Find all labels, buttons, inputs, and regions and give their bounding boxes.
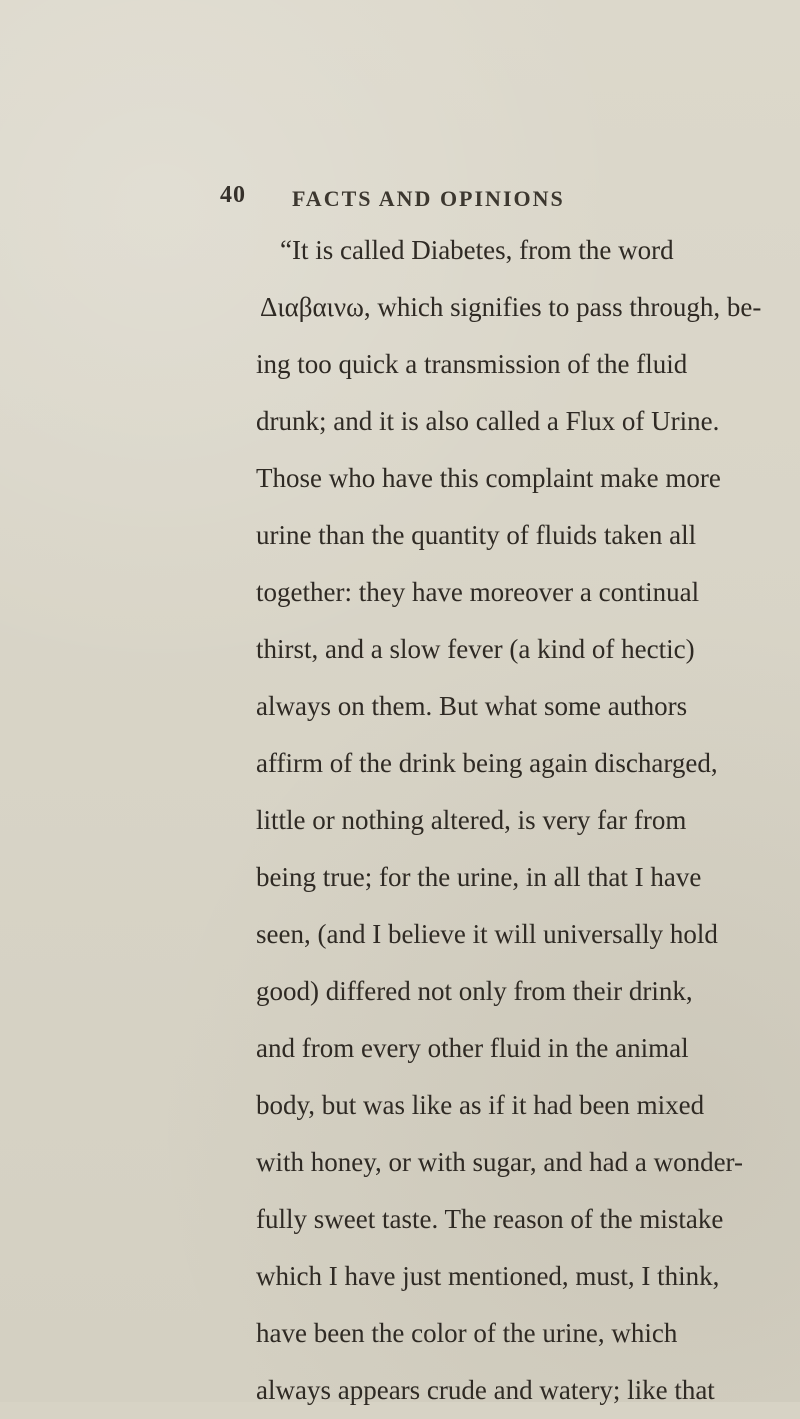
text-line: drunk; and it is also called a Flux of Urine. <box>256 406 720 436</box>
text-line: urine than the quantity of fluids taken all <box>256 520 697 550</box>
text-line: seen, (and I believe it will universally hold <box>256 919 718 949</box>
text-line: being true; for the urine, in all that I have <box>256 862 702 892</box>
text-line: affirm of the drink being again discharged, <box>256 748 718 778</box>
text-line: Διαβαινω, which signifies to pass through, be- <box>260 292 762 322</box>
page-number: 40 <box>220 182 246 208</box>
running-head: FACTS AND OPINIONS <box>292 186 565 211</box>
text-line: fully sweet taste. The reason of the mistake <box>256 1204 724 1234</box>
text-line: have been the color of the urine, which <box>256 1318 678 1348</box>
body-text <box>256 222 776 1419</box>
text-line: and from every other fluid in the animal <box>256 1033 689 1063</box>
text-line: little or nothing altered, is very far from <box>256 805 687 835</box>
text-line: always on them. But what some authors <box>256 691 688 721</box>
text-line: together: they have moreover a continual <box>256 577 700 607</box>
page-header <box>220 182 780 222</box>
text-line: with honey, or with sugar, and had a wonder- <box>256 1147 744 1177</box>
text-line: which I have just mentioned, must, I think, <box>256 1261 720 1291</box>
text-line: ing too quick a transmission of the fluid <box>256 349 688 379</box>
text-line: body, but was like as if it had been mixed <box>256 1090 705 1120</box>
text-line: always appears crude and watery; like that <box>256 1375 715 1405</box>
text-line: thirst, and a slow fever (a kind of hectic) <box>256 634 695 664</box>
text-line: Those who have this complaint make more <box>256 463 721 493</box>
text-line: good) differed not only from their drink, <box>256 976 693 1006</box>
text-line: “It is called Diabetes, from the word <box>280 235 674 265</box>
